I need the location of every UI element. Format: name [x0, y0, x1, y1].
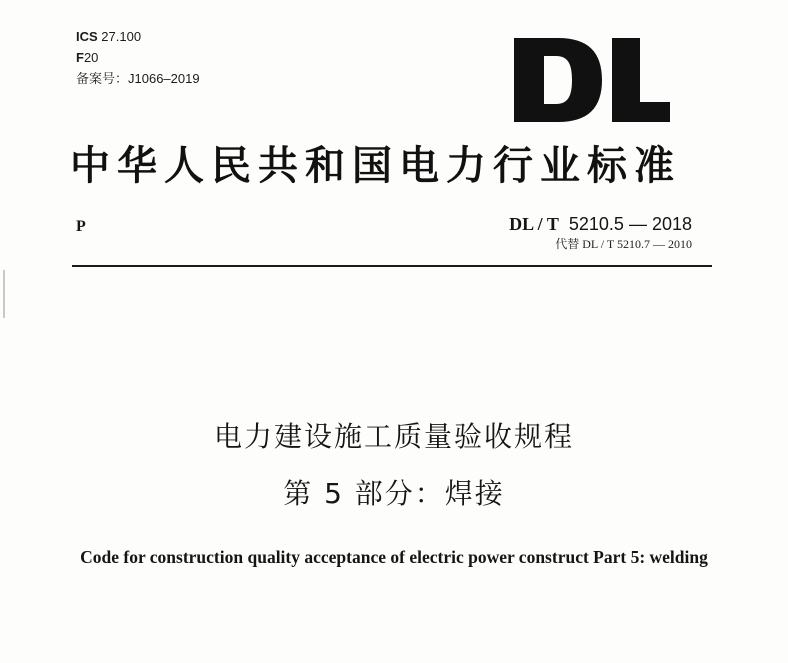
- logo-letter-d: [514, 38, 602, 122]
- header-metadata: [76, 26, 200, 89]
- record-label: 备案号：: [76, 71, 129, 86]
- record-number: [76, 68, 200, 89]
- scan-edge-mark: [3, 270, 5, 318]
- standard-number-value: 5210.5 — 2018: [568, 214, 692, 234]
- document-title: 电力建设施工质量验收规程: [213, 420, 574, 453]
- document-subtitle: 第 5 部分：焊接: [283, 477, 505, 510]
- ics-value: 27.100: [101, 29, 142, 44]
- header-divider: [72, 265, 712, 267]
- classification-value: 20: [83, 50, 99, 65]
- ics-code: [76, 26, 200, 47]
- standard-title: 中华人民共和国电力行业标准: [70, 143, 681, 189]
- category-code: P: [76, 218, 86, 235]
- english-title: Code for construction quality acceptance of electric power construct Part 5: welding: [80, 547, 708, 567]
- classification-code: [76, 47, 200, 68]
- replaces-standard: 代替 DL / T 5210.7 — 2010: [555, 237, 692, 251]
- standard-number: [509, 212, 692, 236]
- standard-number-prefix: DL / T: [509, 214, 559, 234]
- ics-label: ICS: [76, 29, 98, 44]
- dl-logo: [512, 38, 672, 122]
- logo-letter-l: [612, 38, 670, 122]
- classification-label: F: [76, 50, 84, 65]
- record-value: J1066–2019: [128, 71, 200, 86]
